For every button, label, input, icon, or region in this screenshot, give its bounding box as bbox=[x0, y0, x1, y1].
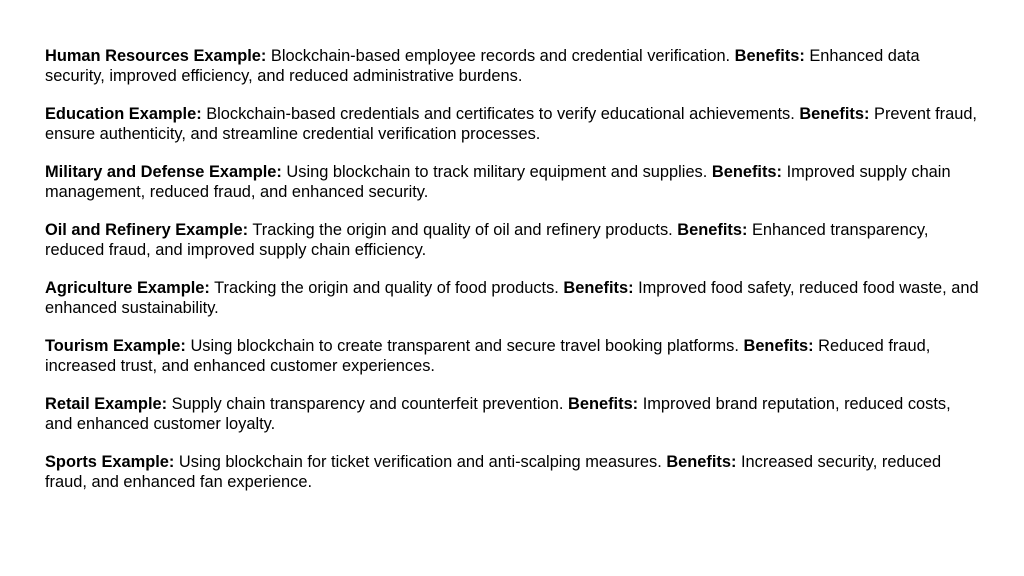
entry-education bbox=[45, 104, 980, 144]
entry-example: Using blockchain for ticket verification and anti-scalping measures. bbox=[178, 453, 662, 471]
entry-title: Military and Defense Example: bbox=[45, 163, 282, 181]
entry-benefits: Reduced fraud, increased trust, and enhanced customer experiences. bbox=[45, 337, 931, 375]
entry-title: Oil and Refinery Example: bbox=[45, 221, 249, 239]
entry-benefits: Improved brand reputation, reduced costs, and enhanced customer loyalty. bbox=[45, 395, 951, 433]
entry-title: Human Resources Example: bbox=[45, 47, 267, 65]
entry-example: Tracking the origin and quality of food products. bbox=[214, 279, 559, 297]
entry-retail bbox=[45, 394, 980, 434]
entry-title: Agriculture Example: bbox=[45, 279, 210, 297]
entry-benefits: Enhanced transparency, reduced fraud, and improved supply chain efficiency. bbox=[45, 221, 929, 259]
entry-oil-refinery bbox=[45, 220, 980, 260]
entry-tourism bbox=[45, 336, 980, 376]
benefits-label: Benefits: bbox=[711, 163, 782, 181]
benefits-label: Benefits: bbox=[563, 279, 634, 297]
entry-example: Tracking the origin and quality of oil and refinery products. bbox=[252, 221, 673, 239]
entry-benefits: Prevent fraud, ensure authenticity, and streamline credential verification processes. bbox=[45, 105, 977, 143]
entry-sports bbox=[45, 452, 980, 492]
benefits-label: Benefits: bbox=[666, 453, 737, 471]
entry-example: Blockchain-based credentials and certificates to verify educational achievements. bbox=[206, 105, 795, 123]
entry-example: Blockchain-based employee records and credential verification. bbox=[270, 47, 731, 65]
entry-title: Sports Example: bbox=[45, 453, 175, 471]
entry-benefits: Improved food safety, reduced food waste, and enhanced sustainability. bbox=[45, 279, 979, 317]
benefits-label: Benefits: bbox=[677, 221, 748, 239]
entry-title: Retail Example: bbox=[45, 395, 168, 413]
benefits-label: Benefits: bbox=[734, 47, 805, 65]
entry-title: Education Example: bbox=[45, 105, 202, 123]
entry-benefits: Improved supply chain management, reduced fraud, and enhanced security. bbox=[45, 163, 951, 201]
entry-human-resources bbox=[45, 46, 980, 86]
benefits-label: Benefits: bbox=[743, 337, 814, 355]
entry-example: Supply chain transparency and counterfeit prevention. bbox=[171, 395, 564, 413]
entry-example: Using blockchain to create transparent and secure travel booking platforms. bbox=[190, 337, 739, 355]
entry-title: Tourism Example: bbox=[45, 337, 186, 355]
entry-agriculture bbox=[45, 278, 980, 318]
entry-example: Using blockchain to track military equipment and supplies. bbox=[286, 163, 708, 181]
entry-benefits: Enhanced data security, improved efficiency, and reduced administrative burdens. bbox=[45, 47, 920, 85]
benefits-label: Benefits: bbox=[568, 395, 639, 413]
entry-military-defense bbox=[45, 162, 980, 202]
entry-benefits: Increased security, reduced fraud, and enhanced fan experience. bbox=[45, 453, 942, 491]
benefits-label: Benefits: bbox=[799, 105, 870, 123]
